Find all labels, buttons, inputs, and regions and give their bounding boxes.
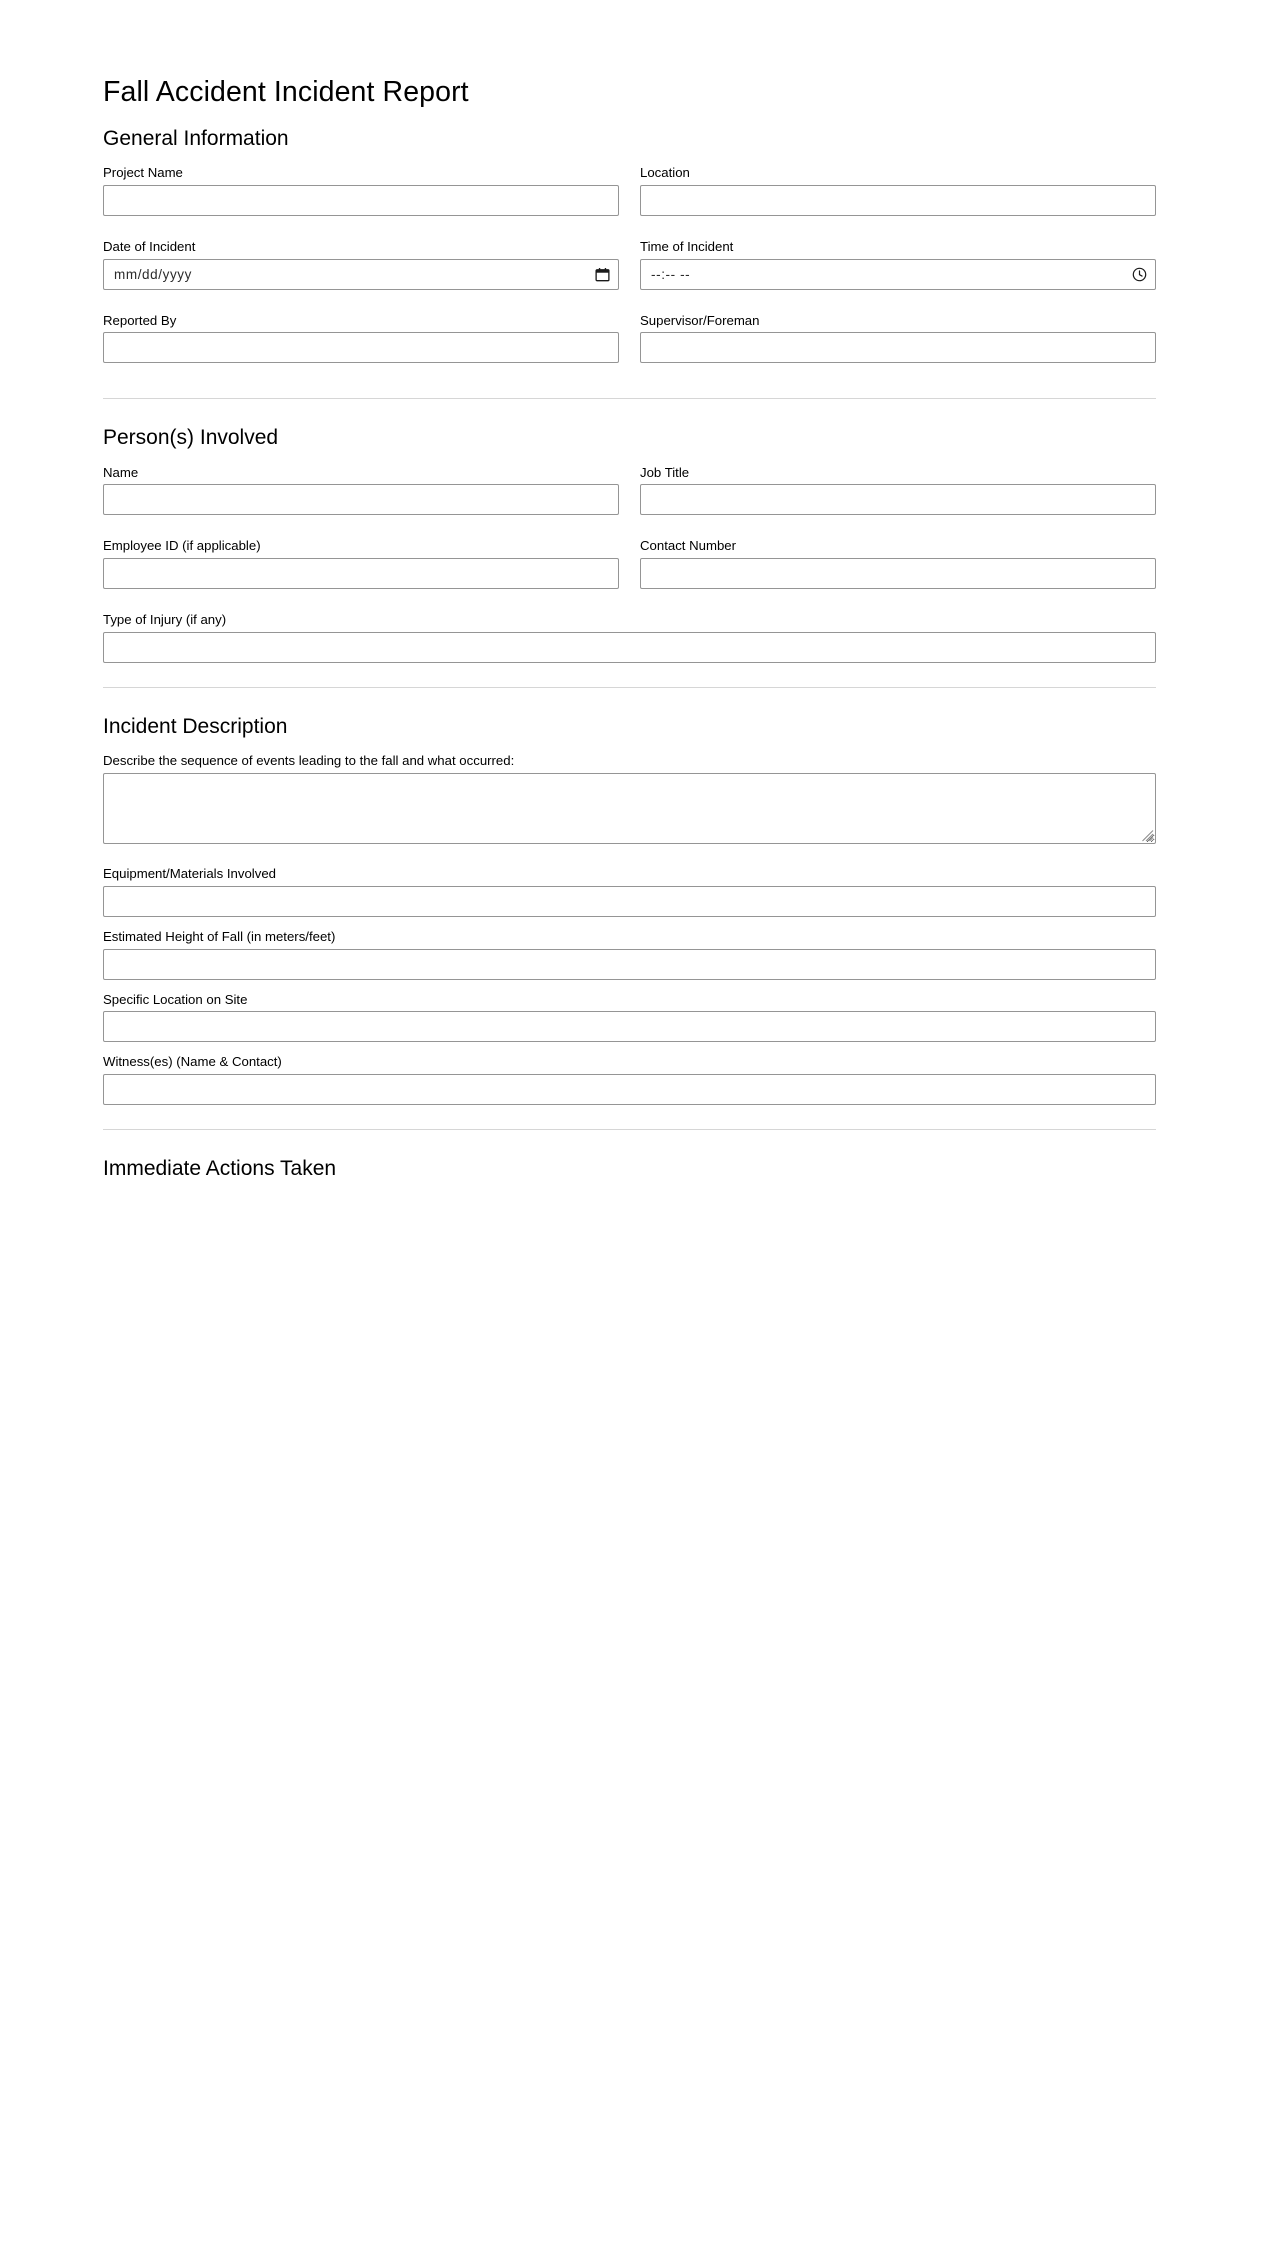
input-equipment-materials[interactable] bbox=[103, 886, 1156, 917]
input-date-of-incident[interactable] bbox=[103, 259, 619, 290]
textarea-wrapper bbox=[103, 773, 1156, 844]
date-placeholder-text: mm/dd/yyyy bbox=[114, 266, 193, 282]
section-divider-2 bbox=[103, 687, 1156, 688]
input-job-title[interactable] bbox=[640, 484, 1156, 515]
input-supervisor-foreman[interactable] bbox=[640, 332, 1156, 363]
field-row-name-jobtitle bbox=[103, 464, 1156, 527]
input-employee-id[interactable] bbox=[103, 558, 619, 589]
field-row-project-location bbox=[103, 164, 1156, 227]
label-supervisor-foreman: Supervisor/Foreman bbox=[640, 312, 760, 328]
input-estimated-height[interactable] bbox=[103, 949, 1156, 980]
field-location bbox=[640, 164, 1156, 227]
label-location: Location bbox=[640, 164, 690, 180]
section-heading-general-information: General Information bbox=[103, 126, 289, 150]
form-content bbox=[103, 76, 1156, 1194]
label-witnesses: Witness(es) (Name & Contact) bbox=[103, 1054, 282, 1070]
label-reported-by: Reported By bbox=[103, 312, 177, 328]
label-date-of-incident: Date of Incident bbox=[103, 238, 196, 254]
spacer bbox=[103, 855, 1156, 865]
field-job-title bbox=[640, 464, 1156, 527]
section-heading-persons-involved: Person(s) Involved bbox=[103, 426, 279, 450]
field-estimated-height bbox=[103, 928, 1156, 980]
field-row-employeeid-contact bbox=[103, 537, 1156, 600]
field-date-of-incident bbox=[103, 238, 619, 290]
section-heading-incident-description: Incident Description bbox=[103, 715, 288, 739]
label-contact-number: Contact Number bbox=[640, 538, 737, 554]
input-time-of-incident[interactable] bbox=[640, 259, 1156, 290]
section-persons-involved bbox=[103, 425, 1156, 663]
field-row-date-time bbox=[103, 238, 1156, 301]
input-project-name[interactable] bbox=[103, 185, 619, 216]
calendar-icon[interactable] bbox=[595, 267, 610, 282]
label-equipment-materials: Equipment/Materials Involved bbox=[103, 866, 276, 882]
input-contact-number[interactable] bbox=[640, 558, 1156, 589]
section-general-information bbox=[103, 126, 1156, 375]
label-project-name: Project Name bbox=[103, 164, 183, 180]
label-time-of-incident: Time of Incident bbox=[640, 238, 734, 254]
label-job-title: Job Title bbox=[640, 464, 690, 480]
label-name: Name bbox=[103, 464, 139, 480]
section-divider-1 bbox=[103, 398, 1156, 399]
label-estimated-height: Estimated Height of Fall (in meters/feet) bbox=[103, 928, 336, 944]
label-specific-location: Specific Location on Site bbox=[103, 991, 248, 1007]
field-time-of-incident bbox=[640, 238, 1156, 301]
field-equipment-materials bbox=[103, 865, 1156, 917]
input-sequence-of-events[interactable] bbox=[103, 773, 1156, 844]
input-location[interactable] bbox=[640, 185, 1156, 216]
field-type-of-injury bbox=[103, 611, 1156, 663]
label-sequence-of-events: Describe the sequence of events leading to the fall and what occurred: bbox=[103, 753, 515, 769]
field-reported-by bbox=[103, 312, 619, 364]
input-reported-by[interactable] bbox=[103, 332, 619, 363]
label-type-of-injury: Type of Injury (if any) bbox=[103, 612, 227, 628]
field-specific-location bbox=[103, 991, 1156, 1043]
section-heading-immediate-actions: Immediate Actions Taken bbox=[103, 1157, 337, 1181]
section-incident-description bbox=[103, 714, 1156, 1105]
section-divider-3 bbox=[103, 1129, 1156, 1130]
input-specific-location[interactable] bbox=[103, 1011, 1156, 1042]
time-placeholder-text: --:-- -- bbox=[651, 266, 691, 282]
label-employee-id: Employee ID (if applicable) bbox=[103, 538, 261, 554]
input-name[interactable] bbox=[103, 484, 619, 515]
field-name bbox=[103, 464, 619, 516]
field-project-name bbox=[103, 164, 619, 216]
field-sequence-of-events bbox=[103, 752, 1156, 844]
clock-icon[interactable] bbox=[1132, 267, 1147, 282]
field-employee-id bbox=[103, 537, 619, 589]
input-witnesses[interactable] bbox=[103, 1074, 1156, 1105]
field-contact-number bbox=[640, 537, 1156, 600]
input-type-of-injury[interactable] bbox=[103, 632, 1156, 663]
section-immediate-actions bbox=[103, 1156, 1156, 1181]
field-witnesses bbox=[103, 1053, 1156, 1105]
page-title: Fall Accident Incident Report bbox=[103, 76, 469, 108]
field-supervisor-foreman bbox=[640, 312, 1156, 375]
field-row-reporter-supervisor bbox=[103, 312, 1156, 375]
